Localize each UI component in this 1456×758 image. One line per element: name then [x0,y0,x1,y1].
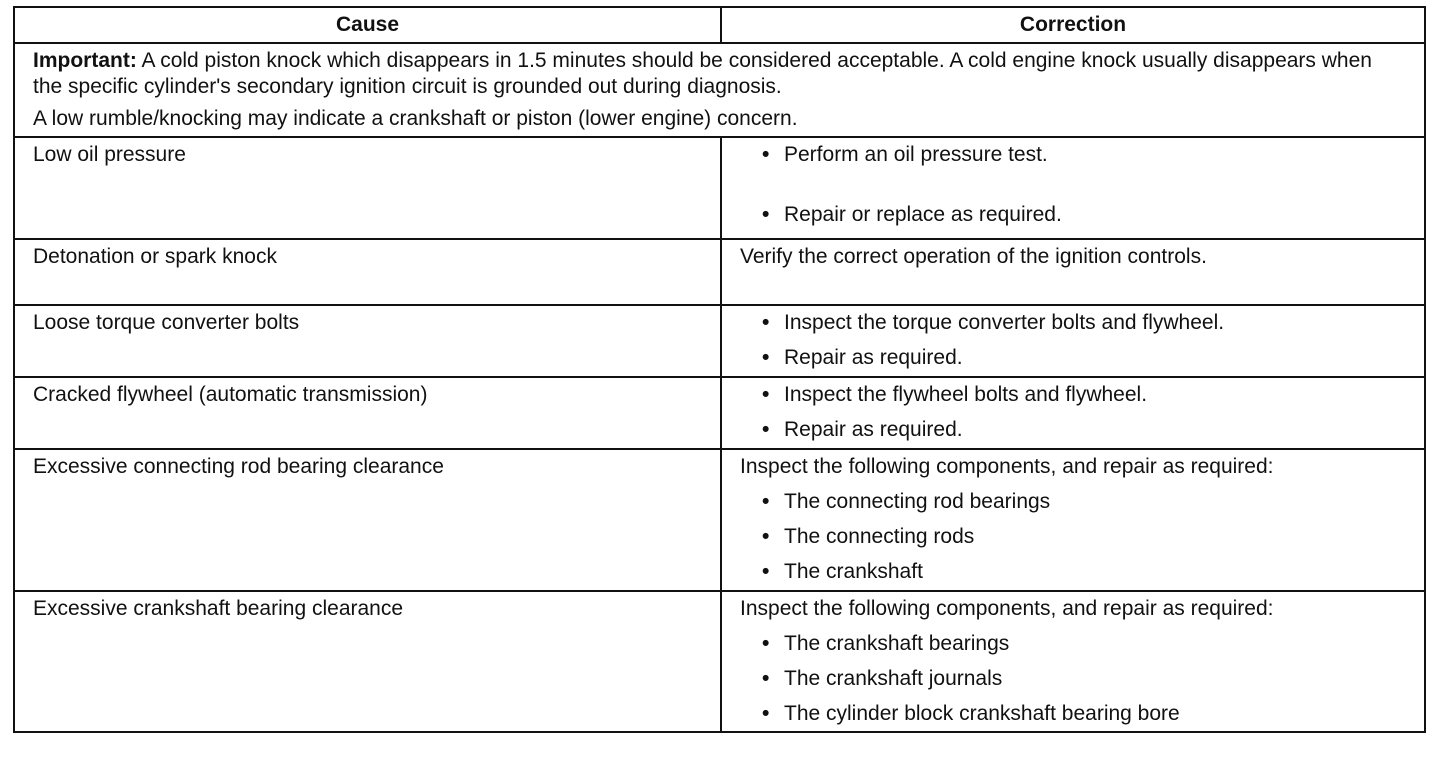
bullet-icon: • [762,632,770,655]
list-item [740,489,1406,515]
diagnosis-table [13,6,1426,733]
table-row [14,449,1425,591]
correction-step: The crankshaft bearings [784,632,1010,655]
table-header-row [14,7,1425,43]
correction-step: The connecting rods [784,525,975,548]
correction-step: Repair as required. [784,346,963,369]
correction-list [740,142,1406,228]
correction-step: The crankshaft [784,560,923,583]
cause-cell: Cracked flywheel (automatic transmission) [14,377,721,449]
important-row [14,43,1425,137]
list-item [740,310,1406,336]
correction-intro: Inspect the following components, and repair as required: [740,455,1274,478]
correction-step: Perform an oil pressure test. [784,143,1048,166]
cause-cell: Excessive crankshaft bearing clearance [14,591,721,732]
important-label: Important: [33,49,137,72]
correction-cell: Verify the correct operation of the ignition controls. [721,239,1425,305]
table-row [14,591,1425,732]
bullet-icon: • [762,525,770,548]
list-item [740,202,1406,228]
list-item [740,142,1406,168]
correction-step: Repair or replace as required. [784,203,1062,226]
cause-cell: Low oil pressure [14,137,721,239]
correction-intro: Inspect the following components, and repair as required: [740,597,1274,620]
correction-cell [721,305,1425,377]
bullet-icon: • [762,560,770,583]
important-note: A low rumble/knocking may indicate a crankshaft or piston (lower engine) concern. [33,107,798,130]
correction-step: The connecting rod bearings [784,490,1051,513]
correction-cell [721,137,1425,239]
list-item [740,666,1406,692]
bullet-icon: • [762,203,770,226]
list-item [740,382,1406,408]
correction-step: Repair as required. [784,418,963,441]
correction-step: The cylinder block crankshaft bearing bore [784,702,1180,725]
list-item [740,417,1406,443]
correction-step: Inspect the torque converter bolts and flywheel. [784,311,1225,334]
bullet-icon: • [762,667,770,690]
bullet-icon: • [762,490,770,513]
bullet-icon: • [762,346,770,369]
important-note-cell [14,43,1425,137]
table-row [14,137,1425,239]
column-header-cause: Cause [14,7,721,43]
table-row [14,377,1425,449]
cause-cell: Excessive connecting rod bearing clearance [14,449,721,591]
list-item [740,701,1406,727]
list-item [740,524,1406,550]
table-row [14,239,1425,305]
correction-cell [721,449,1425,591]
important-text: A cold piston knock which disappears in 1.5 minutes should be considered acceptable. A cold engine knock usually disappears when the specific cylinder's secondary ignition circuit is grounded out during diagnosis. [33,49,1372,98]
correction-list [740,310,1406,371]
correction-list [740,382,1406,443]
column-header-correction: Correction [721,7,1425,43]
bullet-icon: • [762,311,770,334]
important-paragraph [33,48,1406,100]
bullet-icon: • [762,418,770,441]
correction-cell [721,591,1425,732]
bullet-icon: • [762,383,770,406]
list-item [740,345,1406,371]
list-item [740,631,1406,657]
correction-list [740,489,1406,585]
bullet-icon: • [762,702,770,725]
table-row [14,305,1425,377]
correction-step: The crankshaft journals [784,667,1003,690]
correction-cell [721,377,1425,449]
cause-cell: Detonation or spark knock [14,239,721,305]
cause-cell: Loose torque converter bolts [14,305,721,377]
list-item [740,559,1406,585]
bullet-icon: • [762,143,770,166]
correction-step: Inspect the flywheel bolts and flywheel. [784,383,1148,406]
correction-list [740,631,1406,727]
